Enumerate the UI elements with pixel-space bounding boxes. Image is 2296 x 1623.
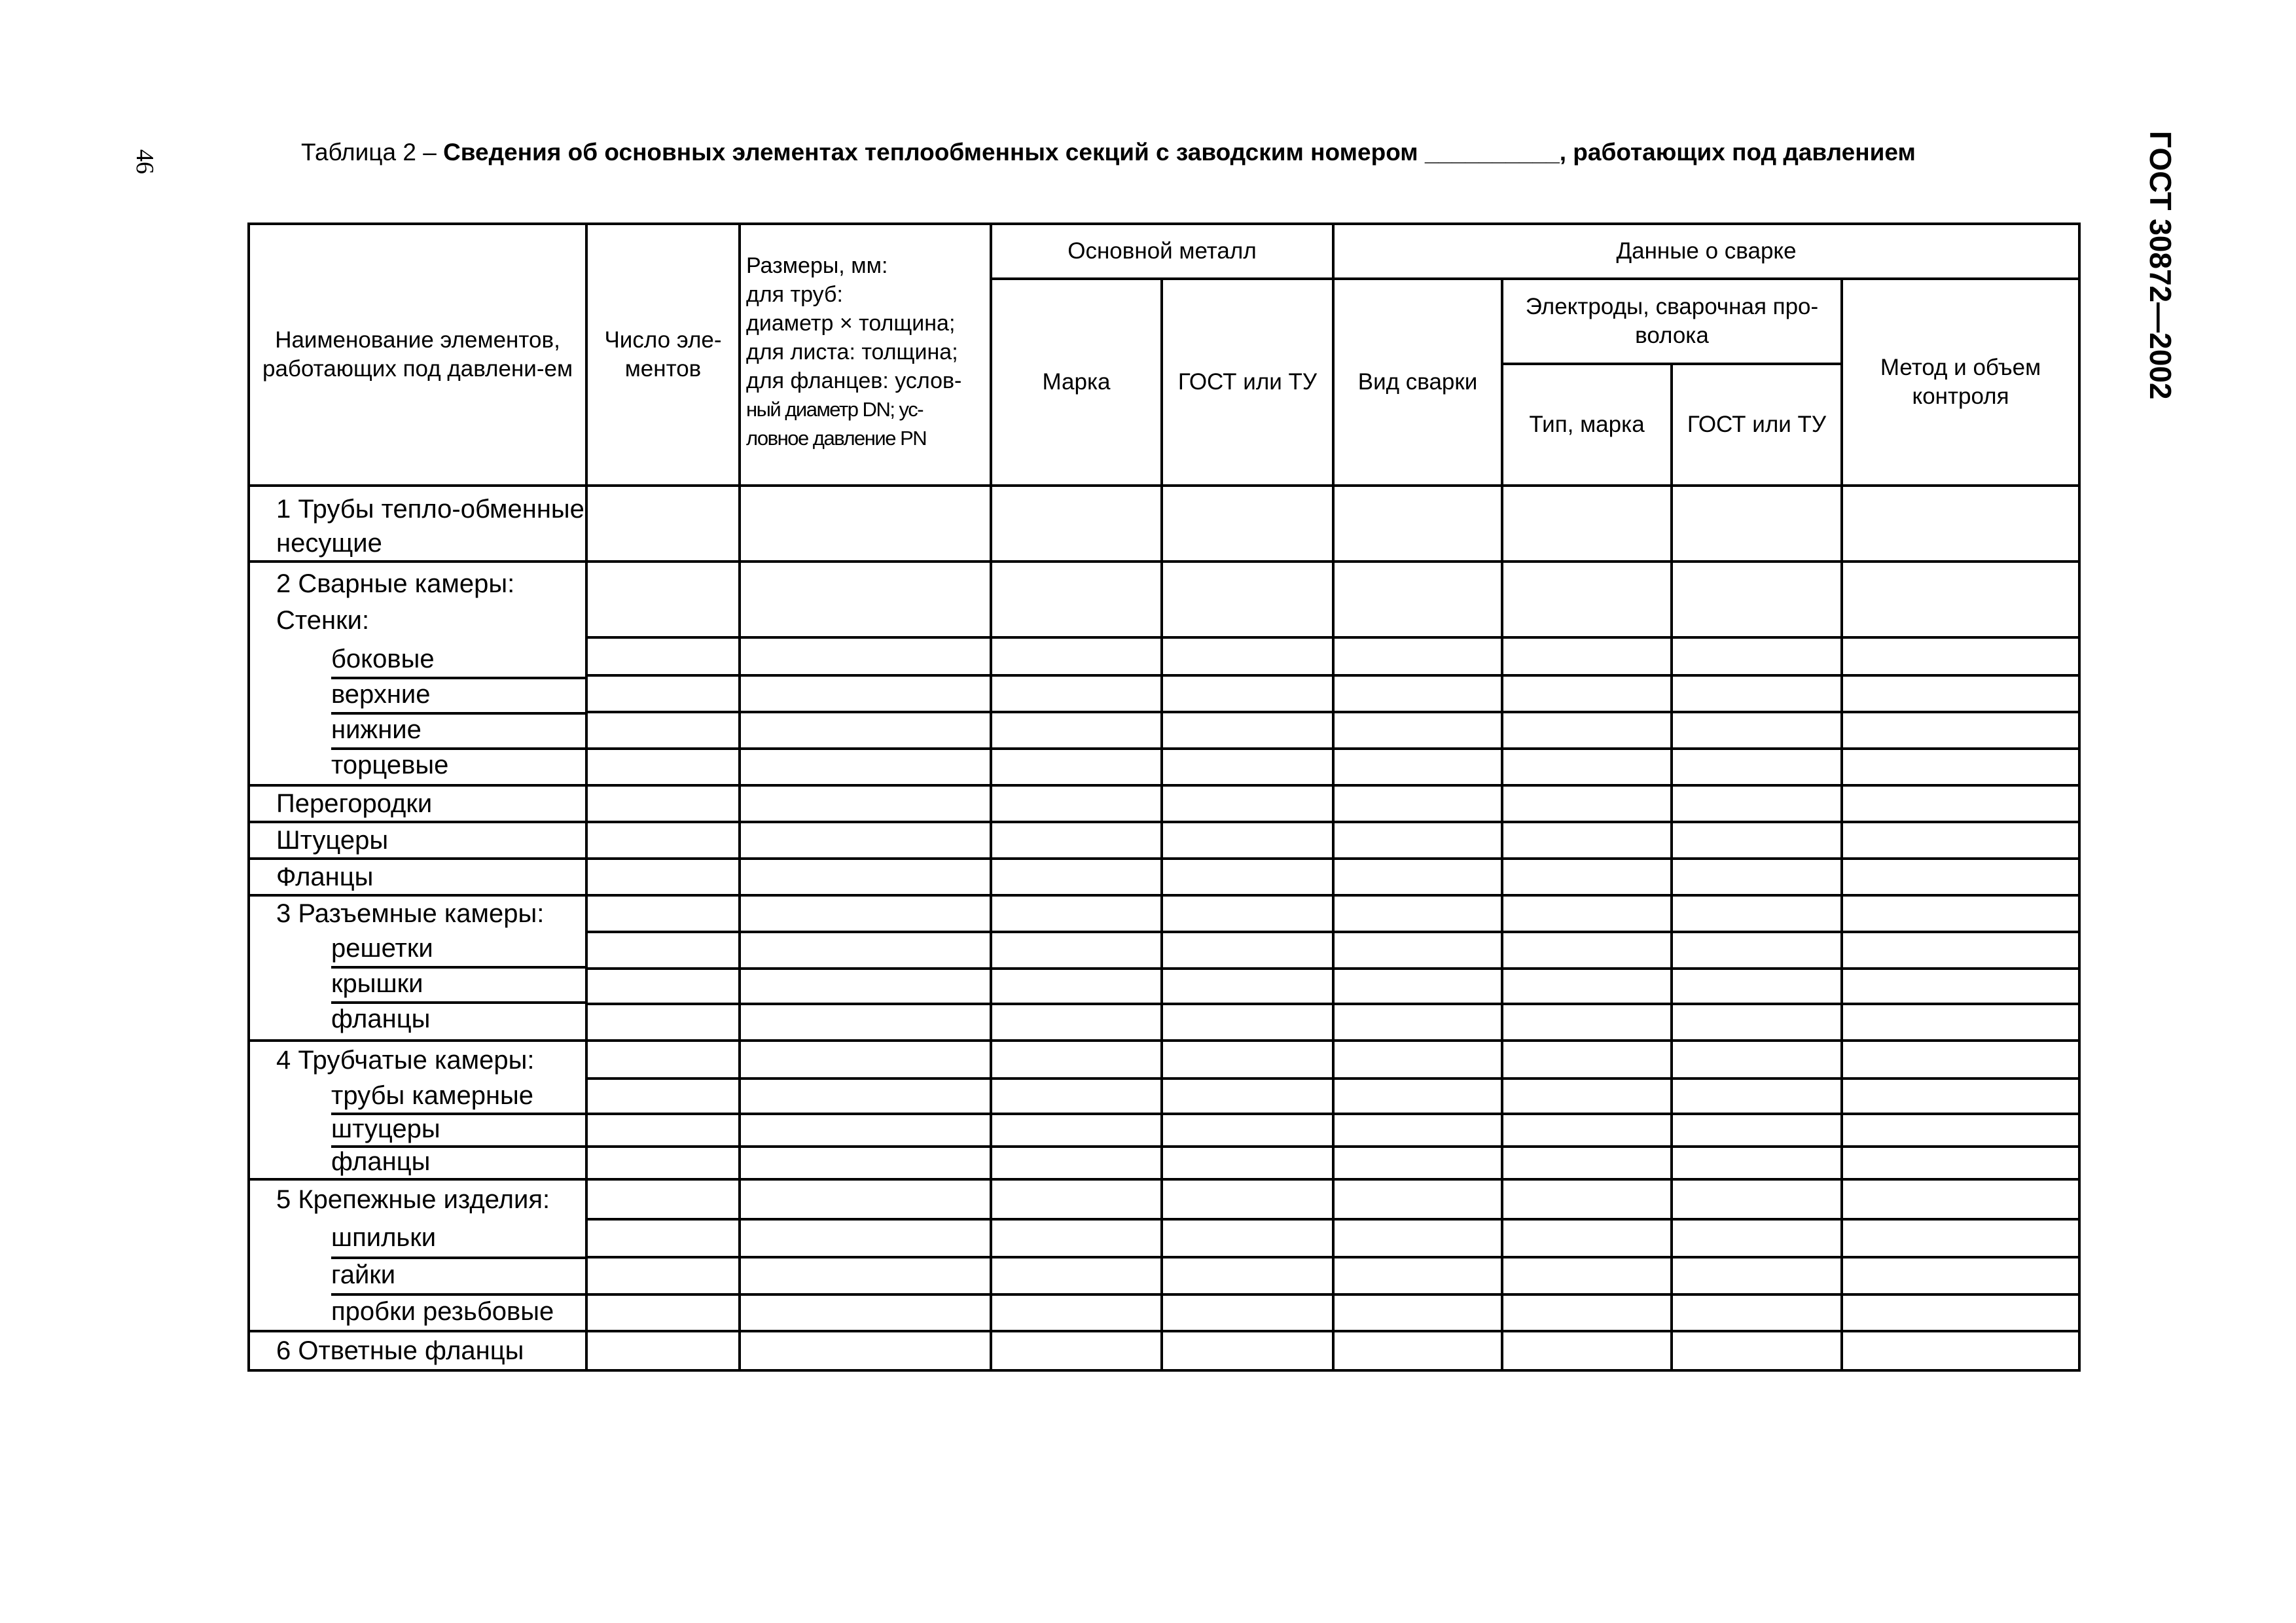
- table-cell: [1502, 1219, 1672, 1258]
- table-cell: [586, 859, 740, 895]
- table-cell: [1162, 1041, 1333, 1079]
- table-cell: [991, 859, 1162, 895]
- sub-nuts: гайки: [250, 1257, 585, 1293]
- table-cell: [1162, 486, 1333, 562]
- sub-tubes: трубы камерные: [250, 1079, 585, 1113]
- table-cell: [1672, 637, 1842, 675]
- table-cell: [1842, 859, 2079, 895]
- table-cell: [1333, 785, 1502, 822]
- table-cell: [1672, 1294, 1842, 1332]
- table-cell: [1502, 562, 1672, 637]
- table-cell: [1842, 1219, 2079, 1258]
- table-cell: [1842, 1331, 2079, 1370]
- table-cell: [1842, 749, 2079, 785]
- sizes-line-7: ловное давление PN: [746, 427, 927, 450]
- table-cell: [1842, 969, 2079, 1004]
- table-cell: [586, 932, 740, 969]
- table-cell: [1502, 1179, 1672, 1219]
- table-cell: [1333, 1294, 1502, 1332]
- table-cell: [740, 932, 991, 969]
- table-caption: [301, 139, 1916, 166]
- table-cell: [1672, 1331, 1842, 1370]
- sub-covers: крышки: [250, 966, 585, 1001]
- header-welding-data: Данные о сварке: [1333, 224, 2079, 279]
- table-cell: [991, 637, 1162, 675]
- table-cell: [1842, 1294, 2079, 1332]
- table-cell: [586, 486, 740, 562]
- table-cell: [586, 969, 740, 1004]
- table-cell: [1842, 1041, 2079, 1079]
- table-cell: [586, 1004, 740, 1041]
- table-cell: [740, 1331, 991, 1370]
- table-cell: [991, 1041, 1162, 1079]
- table-cell: [1842, 1179, 2079, 1219]
- table-cell: [740, 1004, 991, 1041]
- header-gost-metal: ГОСТ или ТУ: [1162, 279, 1333, 486]
- table-cell: [586, 895, 740, 932]
- table-cell: [1502, 675, 1672, 712]
- header-base-metal: Основной металл: [991, 224, 1333, 279]
- table-cell: [1842, 637, 2079, 675]
- table-cell: [740, 1219, 991, 1258]
- elements-table: [247, 223, 2081, 1372]
- sub-fittings4: штуцеры: [250, 1113, 585, 1145]
- table-cell: [1502, 1114, 1672, 1147]
- table-cell: [740, 562, 991, 637]
- table-cell: [1333, 486, 1502, 562]
- table-cell: [1502, 712, 1672, 749]
- table-cell: [1502, 859, 1672, 895]
- table-cell: [1672, 486, 1842, 562]
- table-cell: [1162, 895, 1333, 932]
- sizes-line-4: для листа: толщина;: [746, 340, 958, 365]
- table-cell: [1333, 859, 1502, 895]
- sub-top: верхние: [250, 677, 585, 712]
- table-cell: [1842, 675, 2079, 712]
- header-sizes: [740, 224, 991, 486]
- table-cell: [586, 1331, 740, 1370]
- row-label-4: 4 Трубчатые камеры: трубы камерные штуцеры фланцы: [249, 1041, 586, 1179]
- sub-studs: шпильки: [250, 1219, 585, 1257]
- table-cell: [1333, 749, 1502, 785]
- table-cell: [1842, 712, 2079, 749]
- table-cell: [1162, 1219, 1333, 1258]
- table-cell: [1672, 1179, 1842, 1219]
- table-cell: [1162, 712, 1333, 749]
- table-cell: [1502, 749, 1672, 785]
- table-cell: [991, 785, 1162, 822]
- table-cell: [1842, 932, 2079, 969]
- row-label-1: 1 Трубы тепло-обменные несущие: [249, 486, 586, 562]
- sizes-line-3: диаметр × толщина;: [746, 311, 956, 336]
- table-cell: [1333, 1179, 1502, 1219]
- sub-plugs: пробки резьбовые: [331, 1297, 554, 1326]
- sub-grids: решетки: [250, 931, 585, 966]
- table-cell: [1672, 1041, 1842, 1079]
- table-cell: [1502, 1041, 1672, 1079]
- table-cell: [1502, 1079, 1672, 1114]
- sub-side: боковые: [250, 641, 585, 677]
- row-label-5: 5 Крепежные изделия: шпильки гайки пробки резьбовые: [249, 1179, 586, 1331]
- table-cell: [740, 1294, 991, 1332]
- header-control: Метод и объем контроля: [1842, 279, 2079, 486]
- table-cell: [1333, 562, 1502, 637]
- table-cell: [1842, 1114, 2079, 1147]
- row-label-3: 3 Разъемные камеры: решетки крышки фланцы: [249, 895, 586, 1041]
- table-cell: [1162, 1114, 1333, 1147]
- table-cell: [991, 1219, 1162, 1258]
- table-cell: [740, 1179, 991, 1219]
- table-cell: [991, 1114, 1162, 1147]
- table-cell: [740, 822, 991, 859]
- table-cell: [740, 712, 991, 749]
- table-cell: [1672, 969, 1842, 1004]
- table-cell: [1333, 1331, 1502, 1370]
- table-cell: [1162, 822, 1333, 859]
- table-cell: [1162, 1147, 1333, 1179]
- table-cell: [740, 895, 991, 932]
- table-cell: [1333, 1114, 1502, 1147]
- table-cell: [1333, 969, 1502, 1004]
- table-cell: [1333, 1041, 1502, 1079]
- table-cell: [586, 562, 740, 637]
- sizes-line-6: ный диаметр DN; ус-: [746, 398, 924, 421]
- table-cell: [586, 712, 740, 749]
- table-cell: [1333, 895, 1502, 932]
- header-weld-type: Вид сварки: [1333, 279, 1502, 486]
- header-grade: Марка: [991, 279, 1162, 486]
- table-cell: [991, 932, 1162, 969]
- table-cell: [1672, 932, 1842, 969]
- row-label-2: 2 Сварные камеры: Стенки: боковые верхние нижние торцевые: [249, 562, 586, 785]
- table-cell: [740, 1257, 991, 1294]
- table-cell: [586, 1147, 740, 1179]
- header-name: Наименование элементов, работающих под давлени-ем: [249, 224, 586, 486]
- table-cell: [1672, 1114, 1842, 1147]
- table-cell: [1502, 969, 1672, 1004]
- table-cell: [1333, 1079, 1502, 1114]
- table-cell: [1672, 675, 1842, 712]
- sub-flanges4: фланцы: [331, 1147, 431, 1176]
- table-cell: [991, 822, 1162, 859]
- table-cell: [1502, 1147, 1672, 1179]
- sizes-line-5: для фланцев: услов-: [746, 368, 962, 393]
- table-cell: [1842, 822, 2079, 859]
- table-cell: [1672, 712, 1842, 749]
- table-cell: [1672, 895, 1842, 932]
- table-cell: [1162, 1079, 1333, 1114]
- table-cell: [1162, 785, 1333, 822]
- table-cell: [740, 785, 991, 822]
- table-cell: [586, 822, 740, 859]
- table-cell: [1333, 1147, 1502, 1179]
- table-cell: [1672, 562, 1842, 637]
- table-cell: [1842, 1257, 2079, 1294]
- table-cell: [740, 969, 991, 1004]
- table-cell: [1672, 822, 1842, 859]
- sub-bottom: нижние: [250, 712, 585, 747]
- table-cell: [1842, 1079, 2079, 1114]
- table-cell: [1842, 785, 2079, 822]
- table-cell: [1842, 562, 2079, 637]
- table-cell: [1672, 1004, 1842, 1041]
- table-cell: [1672, 785, 1842, 822]
- table-cell: [1672, 1079, 1842, 1114]
- table-cell: [1672, 749, 1842, 785]
- table-cell: [1502, 637, 1672, 675]
- table-cell: [1502, 1294, 1672, 1332]
- table-cell: [586, 1041, 740, 1079]
- table-cell: [740, 749, 991, 785]
- table-cell: [1502, 486, 1672, 562]
- table-cell: [1162, 675, 1333, 712]
- table-cell: [991, 675, 1162, 712]
- table-cell: [740, 1041, 991, 1079]
- table-cell: [991, 712, 1162, 749]
- table-cell: [740, 486, 991, 562]
- row-label-partitions: Перегородки: [249, 785, 586, 822]
- table-cell: [1502, 822, 1672, 859]
- table-cell: [1672, 859, 1842, 895]
- table-cell: [586, 1179, 740, 1219]
- table-cell: [1333, 637, 1502, 675]
- table-cell: [991, 969, 1162, 1004]
- table-cell: [991, 1294, 1162, 1332]
- table-cell: [586, 785, 740, 822]
- table-cell: [1162, 1257, 1333, 1294]
- table-cell: [586, 1257, 740, 1294]
- header-electrodes: Электроды, сварочная про-волока: [1502, 279, 1842, 364]
- table-cell: [991, 486, 1162, 562]
- table-cell: [991, 1147, 1162, 1179]
- table-cell: [586, 637, 740, 675]
- table-cell: [991, 562, 1162, 637]
- table-cell: [991, 1179, 1162, 1219]
- table-cell: [1162, 562, 1333, 637]
- table-cell: [991, 1004, 1162, 1041]
- table-cell: [586, 675, 740, 712]
- table-cell: [586, 1219, 740, 1258]
- table-cell: [1842, 1004, 2079, 1041]
- sub-end: торцевые: [331, 751, 449, 779]
- table-cell: [586, 749, 740, 785]
- table-cell: [991, 749, 1162, 785]
- table-cell: [1162, 1331, 1333, 1370]
- table-cell: [740, 859, 991, 895]
- table-cell: [1502, 1257, 1672, 1294]
- table-cell: [1162, 932, 1333, 969]
- table-cell: [586, 1114, 740, 1147]
- header-gost-weld: ГОСТ или ТУ: [1672, 364, 1842, 486]
- table-cell: [1333, 1004, 1502, 1041]
- table-cell: [991, 1331, 1162, 1370]
- table-cell: [1162, 749, 1333, 785]
- table-cell: [586, 1294, 740, 1332]
- table-cell: [1162, 1179, 1333, 1219]
- table-cell: [1333, 932, 1502, 969]
- table-cell: [740, 1147, 991, 1179]
- table-cell: [1672, 1257, 1842, 1294]
- table-cell: [1842, 1147, 2079, 1179]
- table-cell: [1333, 675, 1502, 712]
- table-cell: [1333, 1219, 1502, 1258]
- sizes-line-2: для труб:: [746, 282, 843, 307]
- table-cell: [1672, 1219, 1842, 1258]
- page-number: 46: [131, 149, 158, 174]
- table-cell: [740, 1114, 991, 1147]
- table-cell: [1502, 895, 1672, 932]
- table-cell: [991, 895, 1162, 932]
- row-label-fittings: Штуцеры: [249, 822, 586, 859]
- table-cell: [1162, 859, 1333, 895]
- header-count: Число эле-ментов: [586, 224, 740, 486]
- sub-flanges3: фланцы: [331, 1005, 431, 1033]
- table-cell: [1502, 1004, 1672, 1041]
- table-cell: [1502, 1331, 1672, 1370]
- table-cell: [1162, 1004, 1333, 1041]
- table-cell: [1502, 932, 1672, 969]
- table-cell: [1162, 969, 1333, 1004]
- table-cell: [1672, 1147, 1842, 1179]
- standard-designation: ГОСТ 30872—2002: [2144, 131, 2178, 400]
- table-cell: [991, 1257, 1162, 1294]
- table-cell: [1333, 712, 1502, 749]
- sizes-line-1: Размеры, мм:: [746, 253, 888, 278]
- table-cell: [586, 1079, 740, 1114]
- table-cell: [740, 675, 991, 712]
- table-cell: [1842, 895, 2079, 932]
- table-cell: [1502, 785, 1672, 822]
- table-cell: [1162, 637, 1333, 675]
- row-label-6: 6 Ответные фланцы: [249, 1331, 586, 1370]
- table-cell: [1333, 822, 1502, 859]
- table-cell: [740, 637, 991, 675]
- table-cell: [740, 1079, 991, 1114]
- caption-prefix: Таблица 2 –: [301, 139, 444, 166]
- row-label-flanges: Фланцы: [249, 859, 586, 895]
- header-type-grade: Тип, марка: [1502, 364, 1672, 486]
- table-cell: [1162, 1294, 1333, 1332]
- caption-title: Сведения об основных элементах теплообменных секций с заводским номером __________, работающих под давлением: [443, 139, 1916, 166]
- table-cell: [1333, 1257, 1502, 1294]
- table-cell: [1842, 486, 2079, 562]
- table-cell: [991, 1079, 1162, 1114]
